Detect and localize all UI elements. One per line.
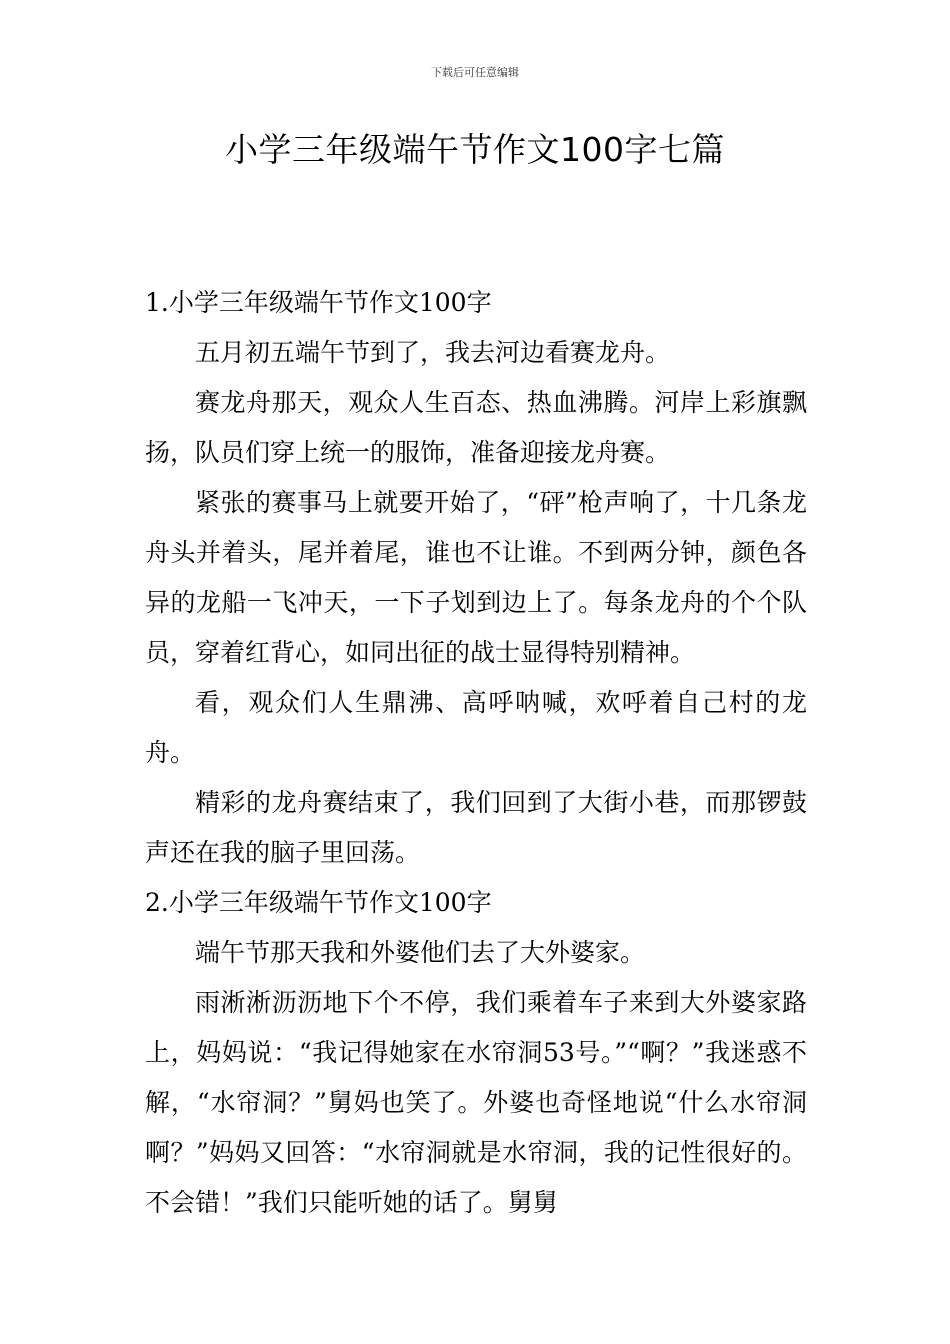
paragraph: 雨淅淅沥沥地下个不停，我们乘着车子来到大外婆家路上，妈妈说：“我记得她家在水帘洞53号。”“啊？”我迷惑不解，“水帘洞？”舅妈也笑了。外婆也奇怪地说“什么水帘洞啊？”妈妈又回答：“水帘洞就是水帘洞，我的记性很好的。不会错！”我们只能听她的话了。舅舅: [145, 988, 807, 1217]
section-heading: 1.小学三年级端午节作文100字: [145, 288, 492, 317]
header-note: 下载后可任意编辑: [431, 66, 519, 79]
paragraph: 五月初五端午节到了，我去河边看赛龙舟。: [195, 338, 671, 367]
paragraph: 精彩的龙舟赛结束了，我们回到了大街小巷，而那锣鼓声还在我的脑子里回荡。: [145, 788, 807, 867]
paragraph: 赛龙舟那天，观众人生百态、热血沸腾。河岸上彩旗飘扬，队员们穿上统一的服饰，准备迎接龙舟赛。: [145, 388, 807, 467]
document-body: [145, 278, 807, 1228]
paragraph: 紧张的赛事马上就要开始了，“砰”枪声响了，十几条龙舟头并着头，尾并着尾，谁也不让谁。不到两分钟，颜色各异的龙船一飞冲天，一下子划到边上了。每条龙舟的个个队员，穿着红背心，如同出征的战士显得特别精神。: [145, 488, 807, 667]
paragraph: 看，观众们人生鼎沸、高呼呐喊，欢呼着自己村的龙舟。: [145, 688, 807, 767]
document-title: 小学三年级端午节作文100字七篇: [225, 130, 725, 169]
section-heading: 2.小学三年级端午节作文100字: [145, 888, 492, 917]
paragraph: 端午节那天我和外婆他们去了大外婆家。: [195, 938, 646, 967]
